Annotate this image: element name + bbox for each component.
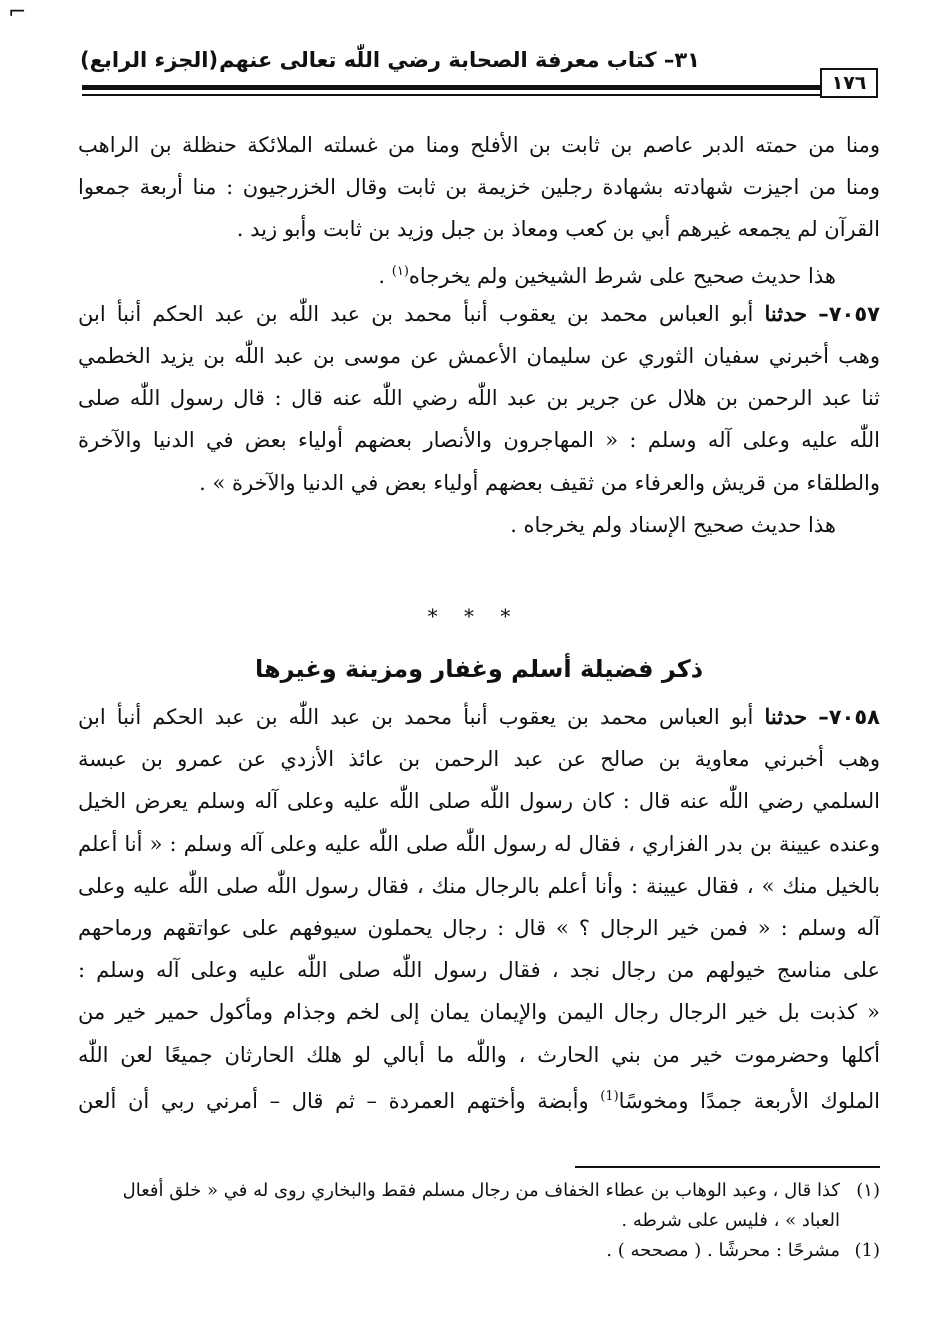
part-label: (الجزء الرابع) — [80, 48, 219, 72]
text-line: ومنا من اجيزت شهادته بشهادة رجلين خزيمة بن ثابت وقال الخزرجيون : منا أربعة جمعوا — [78, 175, 880, 200]
header-rule-thick — [82, 85, 820, 90]
footnote-continuation: العباد » ، فليس على شرطه . — [621, 1210, 840, 1231]
hadith-number: ٧٠٥٧– — [818, 301, 880, 326]
text-line: القرآن لم يجمعه غيرهم أبي بن كعب ومعاذ بن جبل وزيد بن ثابت وأبو زيد . — [236, 217, 880, 242]
text-line: بالخيل منك » ، فقال عيينة : وأنا أعلم بالرجال منك ، فقال رسول اللّٰه صلى اللّٰه عليه وعلى — [78, 873, 880, 898]
text-line: ثنا عبد الرحمن بن هلال عن جرير بن عبد اللّٰه رضي اللّٰه عنه قال : قال رسول اللّٰه صلى — [78, 386, 880, 411]
hadith-narrator-word: حدثنا — [764, 300, 808, 326]
text-line: أكلها وحضرموت خير من بني الحارث ، واللّٰه ما أبالي لو هلك الحارثان جميعًا لعن اللّٰه — [78, 1042, 880, 1067]
footnote-text: كذا قال ، وعبد الوهاب بن عطاء الخفاف من رجال مسلم فقط والبخاري روى له في « خلق أفعال — [122, 1180, 840, 1201]
footnote — [78, 1176, 880, 1206]
page-number: ١٧٦ — [820, 68, 878, 98]
text-line — [78, 1076, 880, 1118]
grading-end: . — [378, 263, 392, 288]
main-text — [78, 124, 880, 546]
hadith-narrator-word: حدثنا — [764, 704, 808, 729]
text-line: ومنا من حمته الدبر عاصم بن ثابت بن الأفلح ومنا من غسلته الملائكة حنظلة بن الراهب — [78, 133, 880, 157]
text-line: والطلقاء من قريش والعرفاء من ثقيف بعضهم أولياء بعض في الدنيا والآخرة » . — [199, 470, 880, 495]
text-line: على مناسج خيولهم من رجال نجد ، فقال رسول اللّٰه صلى اللّٰه عليه وعلى آله وسلم : — [78, 958, 880, 983]
corner-mark: ⌐ — [8, 0, 27, 25]
hadith-7057-start — [78, 293, 880, 335]
hadith-grading: هذا حديث صحيح الإسناد ولم يخرجاه . — [510, 512, 836, 537]
header-rule-thin — [82, 94, 820, 96]
footnotes — [78, 1176, 880, 1266]
footnote-text: مشرحًا : محرشًا . ( مصححه ) . — [606, 1240, 840, 1261]
section-separator: * * * — [427, 604, 521, 628]
footnote-ref: (١) — [391, 263, 409, 279]
text-segment: وأبضة وأختهم العمردة – ثم قال – أمرني ربي أن ألعن — [78, 1088, 601, 1113]
footnote — [78, 1236, 880, 1266]
hadith-7058-start — [78, 696, 880, 738]
main-text-continued — [78, 696, 880, 1118]
text-line: « كذبت بل خير الرجال رجال اليمن والإيمان يمان إلى لخم وجذام ومأكول حمير خير من — [78, 1000, 880, 1025]
hadith-grading — [78, 251, 880, 293]
book-title: ٣١– كتاب معرفة الصحابة رضي اللّٰه تعالى عنهم — [219, 48, 700, 72]
text-line: السلمي رضي اللّٰه عنه قال : كان رسول اللّٰه صلى اللّٰه عليه وعلى آله وسلم يعرض الخيل — [78, 789, 880, 814]
footnote-rule — [575, 1166, 880, 1168]
text-line: وعنده عيينة بن بدر الفزاري ، فقال له رسول اللّٰه صلى اللّٰه عليه وعلى آله وسلم : « أنا أعلم — [78, 831, 880, 856]
hadith-isnad: أبو العباس محمد بن يعقوب أنبأ محمد بن عبد اللّٰه بن عبد الحكم أنبأ ابن — [78, 705, 754, 729]
hadith-number: ٧٠٥٨– — [818, 705, 880, 729]
text-line: آله وسلم : « فمن خير الرجال ؟ » قال : رجال يحملون سيوفهم على عواتقهم ورماحهم — [78, 915, 880, 940]
hadith-isnad: أبو العباس محمد بن يعقوب أنبأ محمد بن عبد اللّٰه بن عبد الحكم أنبأ ابن — [78, 301, 754, 326]
text-line: وهب أخبرني معاوية بن صالح عن عبد الرحمن بن عائذ الأزدي عن عمرو بن عبسة — [78, 747, 880, 772]
footnote-mark: (١) — [856, 1180, 880, 1201]
grading-text: هذا حديث صحيح على شرط الشيخين ولم يخرجاه — [408, 263, 836, 288]
section-heading: ذكر فضيلة أسلم وغفار ومزينة وغيرها — [254, 655, 704, 683]
text-segment: الملوك الأربعة جمدًا ومخوسًا — [618, 1088, 880, 1113]
text-line: وهب أخبرني سفيان الثوري عن سليمان الأعمش عن موسى بن عبد اللّٰه بن يزيد الخطمي — [78, 343, 880, 368]
footnote-mark: (1) — [854, 1240, 880, 1261]
footnote-ref: (1) — [600, 1088, 619, 1104]
text-line: اللّٰه عليه وعلى آله وسلم : « المهاجرون والأنصار بعضهم أولياء بعض في الدنيا والآخرة — [78, 428, 880, 453]
running-head — [80, 44, 880, 84]
